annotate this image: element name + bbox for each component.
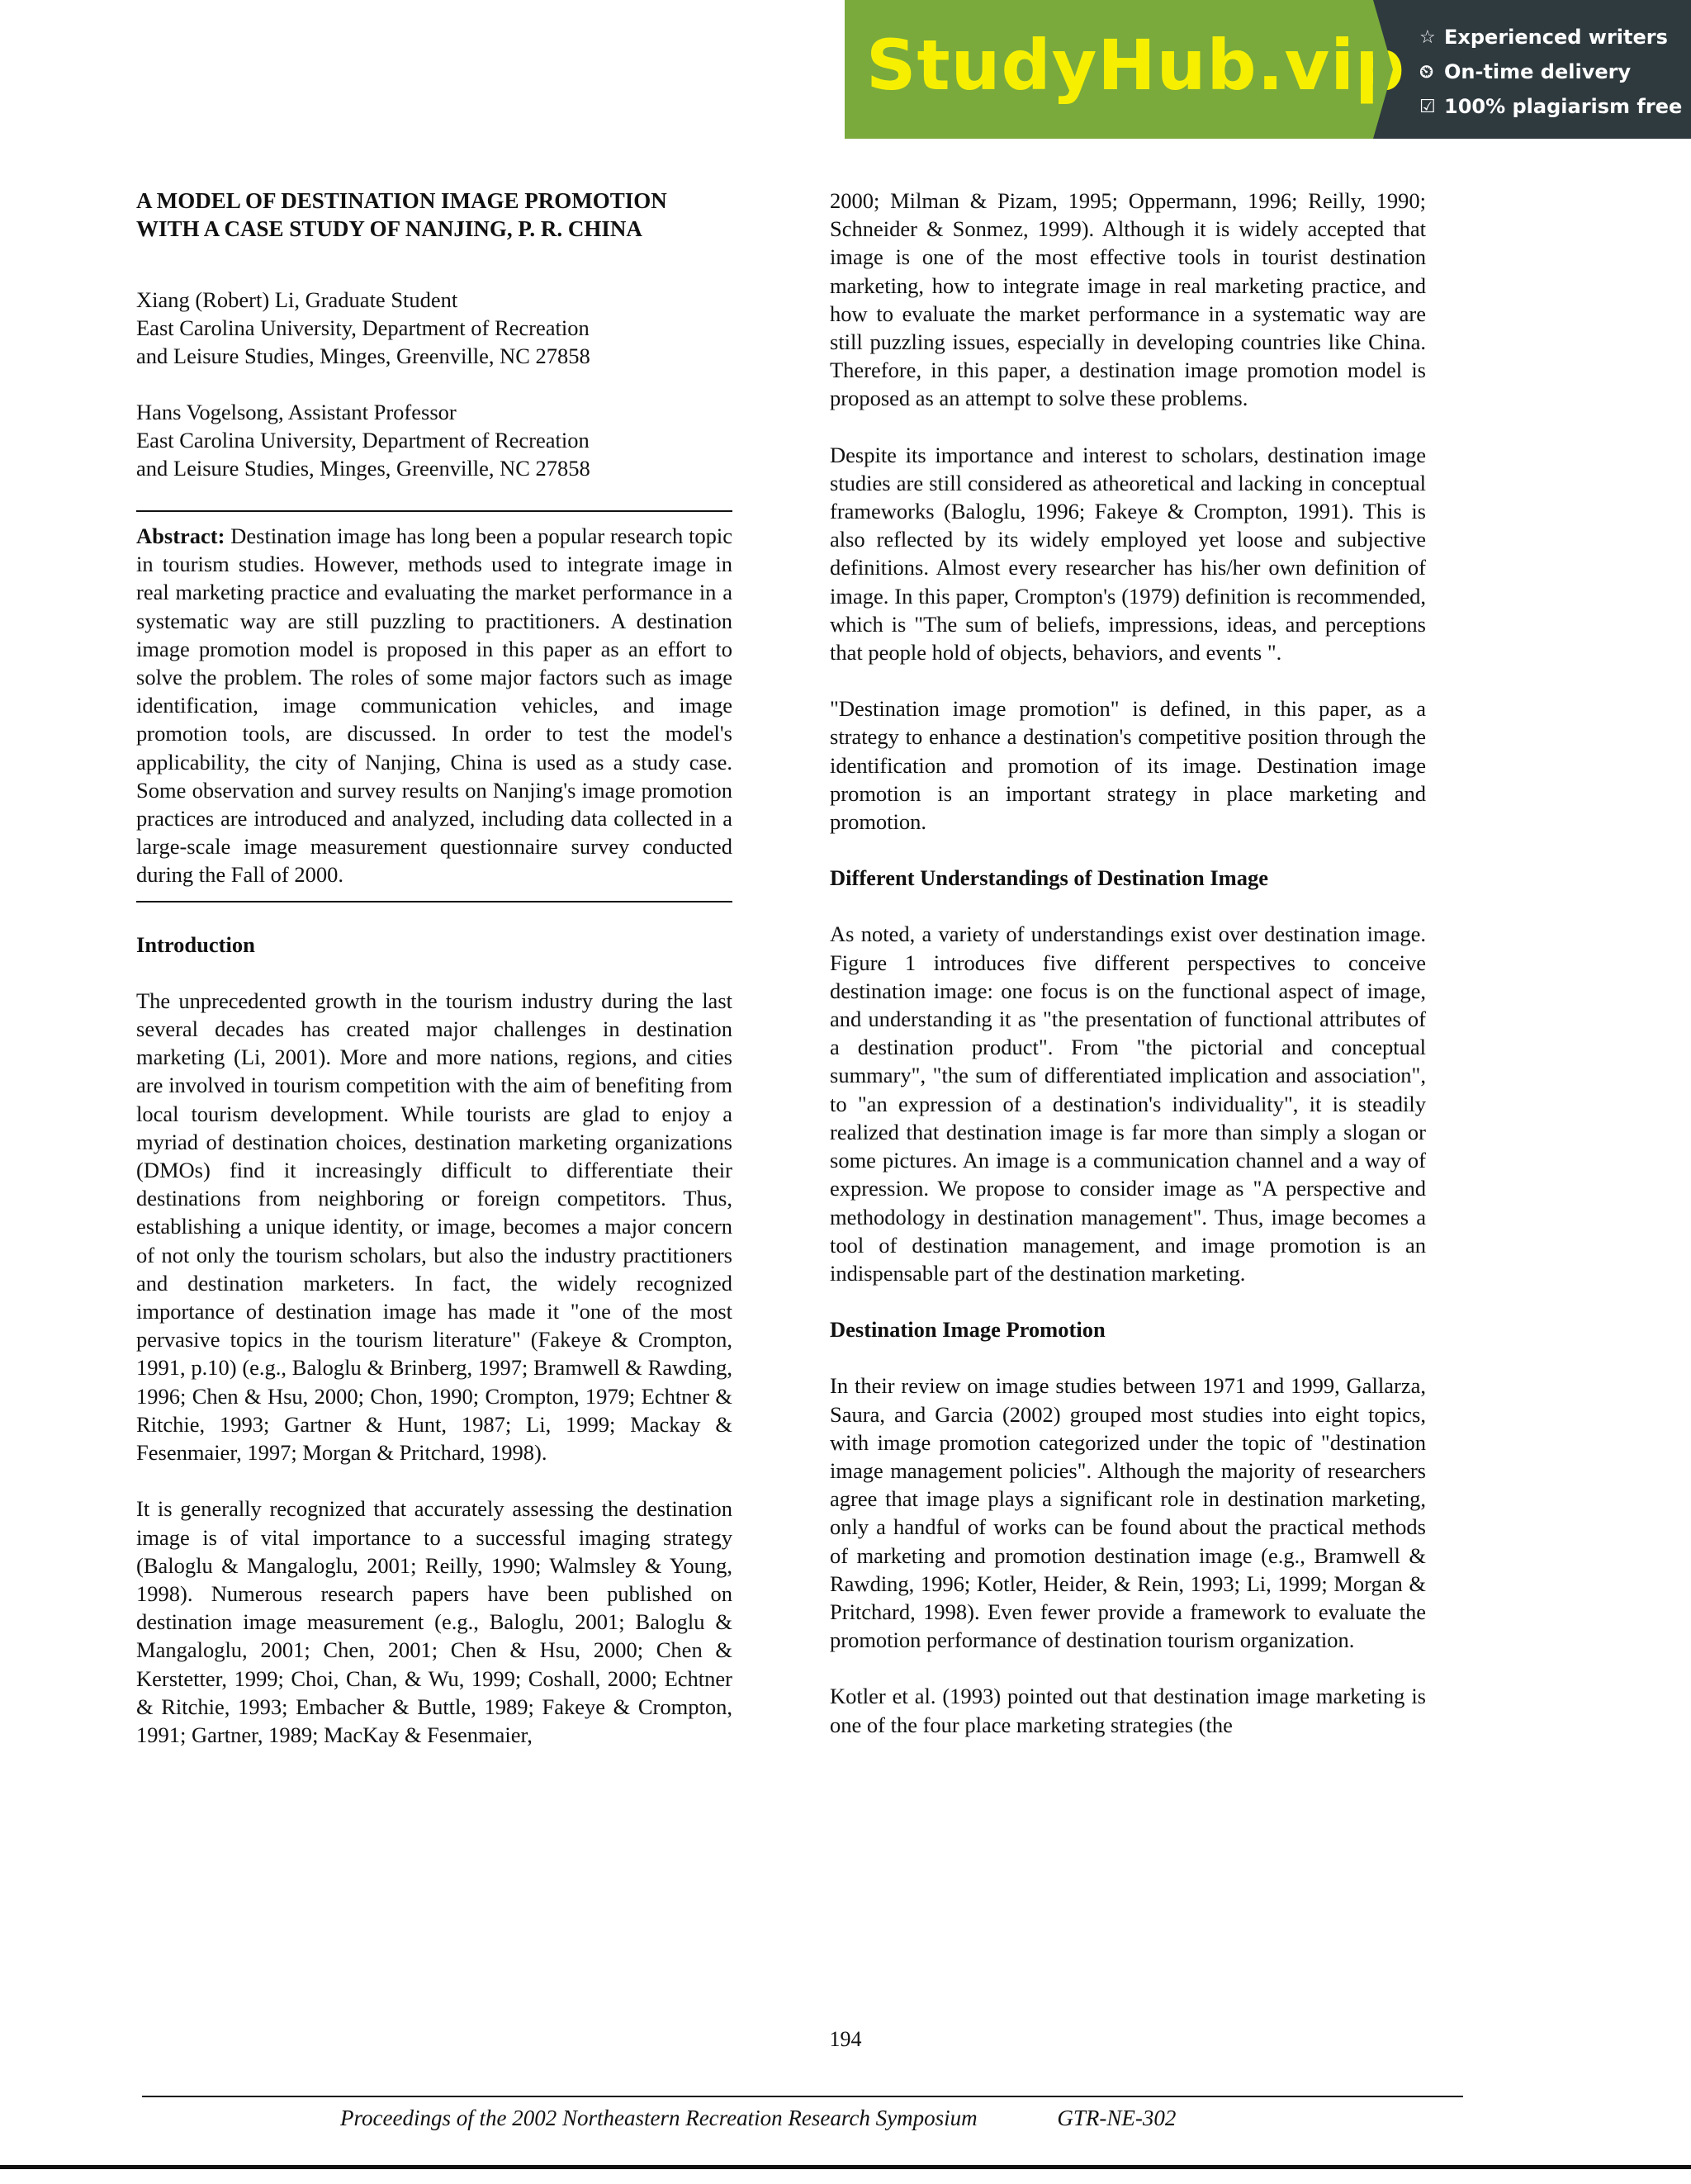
brand-logo-text: StudyHub.vip: [866, 25, 1406, 106]
author-affiliation: and Leisure Studies, Minges, Greenville, NC 27858: [136, 456, 590, 481]
abstract-text: Destination image has long been a popular research topic in tourism studies. However, methods used to integrate image in real marketing practice and evaluating the market performance in a systematic way are still puzzling to practitioners. A destination image promotion model is proposed in this paper as an effort to solve the problem. The roles of some major factors such as image identification, image communication vehicles, and image promotion tools, are discussed. In order to test the model's applicability, the city of Nanjing, China is used as a study case. Some observation and survey results on Nanjing's image promotion practices are introduced and analyzed, including data collected in a large-scale image measurement questionnaire survey conducted during the Fall of 2000.: [136, 523, 733, 888]
right-column: [830, 187, 1426, 1767]
footer-proceedings: Proceedings of the 2002 Northeastern Recreation Research Symposium: [340, 2106, 978, 2130]
abstract-top-rule: [136, 510, 732, 512]
author-affiliation: and Leisure Studies, Minges, Greenville, NC 27858: [136, 343, 590, 368]
feature-label: On-time delivery: [1444, 60, 1632, 83]
paragraph: "Destination image promotion" is defined, in this paper, as a strategy to enhance a destination's competitive position through the identification and promotion of its image. Destination image promotion is an important strategy in place marketing and promotion.: [830, 696, 1426, 835]
feature-item: [1419, 20, 1691, 54]
paragraph: 2000; Milman & Pizam, 1995; Oppermann, 1996; Reilly, 1990; Schneider & Sonmez, 1999). Although it is widely accepted that image is one of the most effective tools in tourist destination marketing, how to integrate image in real marketing practice, and how to evaluate the market performance in a systematic way are still puzzling issues, especially in developing countries like China. Therefore, in this paper, a destination image promotion model is proposed as an attempt to solve these problems.: [830, 188, 1426, 411]
footer-bottom-rule: [0, 2165, 1691, 2169]
brand-logo[interactable]: [845, 0, 1406, 139]
paragraph: The unprecedented growth in the tourism industry during the last several decades has created major challenges in destination marketing (Li, 2001). More and more nations, regions, and cities are involved in tourism competition with the aim of benefiting from local tourism development. While tourists are glad to enjoy a myriad of destination choices, destination marketing organizations (DMOs) find it increasingly difficult to differentiate their destinations from neighboring or foreign competitors. Thus, establishing a unique identity, or image, becomes a major concern of not only the tourism scholars, but also the industry practitioners and destination marketers. In fact, the widely recognized importance of destination image has made it "one of the most pervasive topics in the tourism literature" (Fakeye & Crompton, 1991, p.10) (e.g., Baloglu & Brinberg, 1997; Bramwell & Rawding, 1996; Chen & Hsu, 2000; Chon, 1990; Crompton, 1979; Echtner & Ritchie, 1993; Gartner & Hunt, 1987; Li, 1999; Mackay & Fesenmaier, 1997; Morgan & Pritchard, 1998).: [136, 988, 732, 1466]
section-heading-introduction: Introduction: [136, 931, 255, 957]
author-block: [136, 398, 732, 482]
feature-item: [1419, 54, 1691, 89]
ad-banner[interactable]: [845, 0, 1691, 139]
left-column: [136, 187, 732, 1777]
section-heading-understandings: Different Understandings of Destination Image: [830, 865, 1268, 891]
paragraph: Kotler et al. (1993) pointed out that destination image marketing is one of the four place marketing strategies (the: [830, 1684, 1426, 1737]
paragraph: In their review on image studies between 1971 and 1999, Gallarza, Saura, and Garcia (2002) grouped most studies into eight topics, with image promotion categorized under the topic of "destination image management policies". Although the majority of researchers agree that image plays a significant role in destination marketing, only a handful of works can be found about the practical methods of marketing and promotion destination image (e.g., Bramwell & Rawding, 1996; Kotler, Heider, & Rein, 1993; Li, 1999; Morgan & Pritchard, 1998). Even fewer provide a framework to evaluate the promotion performance of destination tourism organization.: [830, 1373, 1426, 1653]
checklist-icon: ☑: [1419, 96, 1436, 117]
paper-title: A MODEL OF DESTINATION IMAGE PROMOTION WITH A CASE STUDY OF NANJING, P. R. CHINA: [136, 188, 667, 241]
paragraph: As noted, a variety of understandings exist over destination image. Figure 1 introduces five different perspectives to conceive destination image: one focus is on the functional aspect of image, and understanding it as "the presentation of functional attributes of a destination product". From "the pictorial and conceptual summary", "the sum of differentiated implication and association", to "an expression of a destination's individuality", it is steadily realized that destination image is far more than simply a slogan or some pictures. An image is a communication channel and a way of expression. We propose to consider image as "A perspective and methodology in destination management". Thus, image becomes a tool of destination management, and image promotion is an indispensable part of the destination marketing.: [830, 921, 1426, 1286]
paragraph: Despite its importance and interest to scholars, destination image studies are still considered as atheoretical and lacking in conceptual frameworks (Baloglu, 1996; Fakeye & Crompton, 1991). This is also reflected by its widely employed yet loose and subjective definitions. Almost every researcher has his/her own definition of image. In this paper, Crompton's (1979) definition is recommended, which is "The sum of beliefs, impressions, ideas, and perceptions that people hold of objects, behaviors, and events ".: [830, 442, 1426, 666]
footer-rule: [142, 2096, 1463, 2097]
author-block: [136, 286, 732, 370]
star-outline-icon: ☆: [1419, 26, 1436, 48]
abstract-label: Abstract:: [136, 523, 225, 548]
author-name: Hans Vogelsong, Assistant Professor: [136, 400, 457, 424]
clock-icon: ⏲: [1419, 61, 1434, 83]
footer-report-code: GTR-NE-302: [1057, 2106, 1177, 2130]
feature-list: [1373, 0, 1691, 139]
author-name: Xiang (Robert) Li, Graduate Student: [136, 287, 458, 312]
section-heading-promotion: Destination Image Promotion: [830, 1317, 1106, 1343]
author-affiliation: East Carolina University, Department of Recreation: [136, 428, 590, 452]
page-number: 194: [829, 2027, 862, 2051]
abstract: [136, 522, 732, 889]
abstract-bottom-rule: [136, 901, 732, 902]
feature-item: [1419, 89, 1691, 124]
feature-label: 100% plagiarism free: [1444, 95, 1683, 118]
footer: [340, 2106, 1176, 2131]
author-affiliation: East Carolina University, Department of Recreation: [136, 315, 590, 340]
feature-label: Experienced writers: [1444, 26, 1668, 49]
paragraph: It is generally recognized that accurately assessing the destination image is of vital importance to a successful imaging strategy (Baloglu & Mangaloglu, 2001; Reilly, 1990; Walmsley & Young, 1998). Numerous research papers have been published on destination image measurement (e.g., Baloglu, 2001; Baloglu & Mangaloglu, 2001; Chen, 2001; Chen & Hsu, 2000; Chen & Kerstetter, 1999; Choi, Chan, & Wu, 1999; Coshall, 2000; Echtner & Ritchie, 1993; Embacher & Buttle, 1989; Fakeye & Crompton, 1991; Gartner, 1989; MacKay & Fesenmaier,: [136, 1496, 732, 1747]
